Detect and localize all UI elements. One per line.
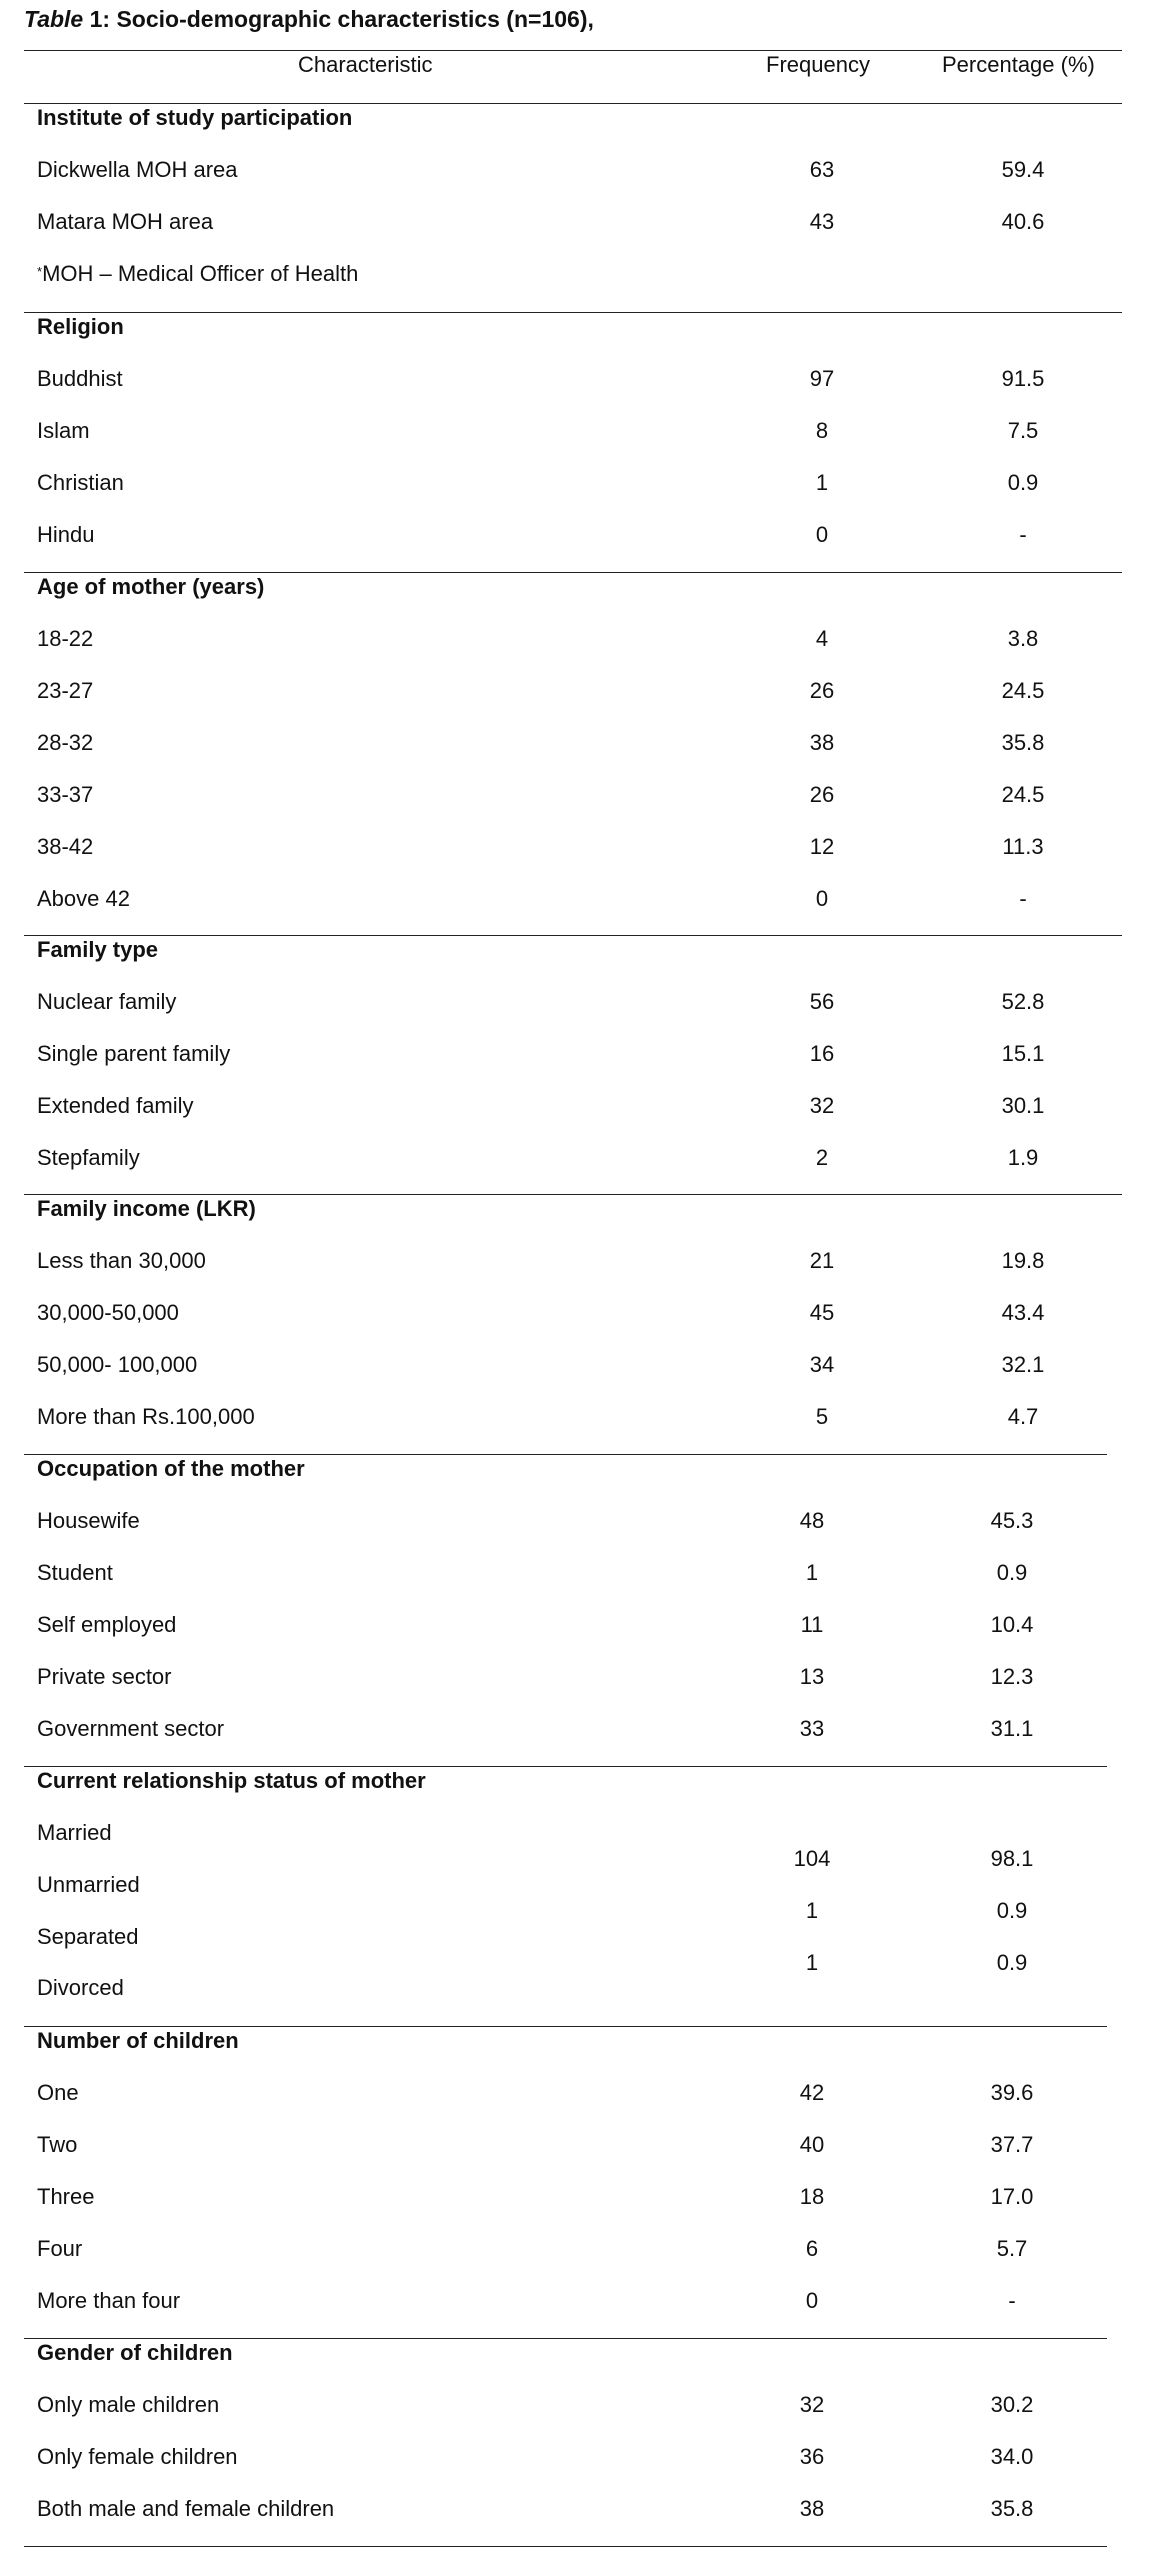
row-frequency: 104 bbox=[793, 1846, 831, 1871]
table-bottom-rule bbox=[24, 2546, 1107, 2547]
table-caption bbox=[24, 6, 594, 33]
row-percentage: 1.9 bbox=[1007, 1145, 1039, 1170]
row-percentage: 32.1 bbox=[1001, 1352, 1045, 1377]
row-frequency: 63 bbox=[809, 157, 835, 182]
row-frequency: 1 bbox=[815, 470, 829, 495]
row-percentage: 39.6 bbox=[990, 2080, 1034, 2105]
row-label: Stepfamily bbox=[37, 1145, 140, 1170]
section-divider bbox=[24, 1454, 1107, 1455]
header-bottom-rule bbox=[24, 103, 1122, 104]
row-label: Extended family bbox=[37, 1093, 194, 1118]
row-frequency: 1 bbox=[805, 1560, 819, 1585]
row-label: One bbox=[37, 2080, 79, 2105]
row-percentage: 98.1 bbox=[990, 1846, 1034, 1871]
row-frequency: 38 bbox=[809, 730, 835, 755]
section-title: Religion bbox=[37, 314, 124, 339]
row-percentage: 0.9 bbox=[996, 1950, 1028, 1975]
section-title: Occupation of the mother bbox=[37, 1456, 305, 1481]
row-frequency: 1 bbox=[805, 1950, 819, 1975]
row-percentage: 37.7 bbox=[990, 2132, 1034, 2157]
section-title: Institute of study participation bbox=[37, 105, 353, 130]
row-percentage: 12.3 bbox=[990, 1664, 1034, 1689]
row-frequency: 0 bbox=[815, 886, 829, 911]
row-percentage: 10.4 bbox=[990, 1612, 1034, 1637]
row-percentage: 3.8 bbox=[1007, 626, 1039, 651]
row-label: 33-37 bbox=[37, 782, 94, 807]
section-title: Current relationship status of mother bbox=[37, 1768, 426, 1793]
row-label: Two bbox=[37, 2132, 78, 2157]
row-label: More than four bbox=[37, 2288, 181, 2313]
section-divider bbox=[24, 2026, 1107, 2027]
row-frequency: 2 bbox=[815, 1145, 829, 1170]
row-percentage: 35.8 bbox=[990, 2496, 1034, 2521]
row-frequency: 43 bbox=[809, 209, 835, 234]
footnote bbox=[37, 261, 358, 287]
row-label: 28-32 bbox=[37, 730, 94, 755]
row-percentage: 4.7 bbox=[1007, 1404, 1039, 1429]
row-percentage: 11.3 bbox=[1002, 834, 1044, 859]
row-label: Above 42 bbox=[37, 886, 130, 911]
row-percentage: 0.9 bbox=[996, 1898, 1028, 1923]
row-frequency: 0 bbox=[815, 522, 829, 547]
row-percentage: 40.6 bbox=[1001, 209, 1045, 234]
section-divider bbox=[24, 312, 1122, 313]
row-percentage: 31.1 bbox=[990, 1716, 1034, 1741]
row-label: Nuclear family bbox=[37, 989, 177, 1014]
row-frequency: 97 bbox=[809, 366, 835, 391]
row-frequency: 56 bbox=[809, 989, 835, 1014]
row-frequency: 11 bbox=[800, 1612, 824, 1637]
row-label: 50,000- 100,000 bbox=[37, 1352, 198, 1377]
row-percentage: 0.9 bbox=[996, 1560, 1028, 1585]
row-frequency: 8 bbox=[815, 418, 829, 443]
header-percentage: Percentage (%) bbox=[942, 52, 1095, 77]
row-label: Divorced bbox=[37, 1975, 124, 2000]
row-percentage: 35.8 bbox=[1001, 730, 1045, 755]
caption-text: : Socio-demographic characteristics (n=106), bbox=[102, 6, 594, 32]
footnote-mark: * bbox=[37, 264, 43, 279]
section-divider bbox=[24, 2338, 1107, 2339]
row-frequency: 13 bbox=[799, 1664, 825, 1689]
row-label: Matara MOH area bbox=[37, 209, 214, 234]
section-divider bbox=[24, 935, 1122, 936]
row-frequency: 5 bbox=[815, 1404, 829, 1429]
row-percentage: 59.4 bbox=[1001, 157, 1045, 182]
caption-prefix: Table bbox=[24, 6, 84, 32]
row-percentage: 45.3 bbox=[990, 1508, 1034, 1533]
row-frequency: 33 bbox=[799, 1716, 825, 1741]
section-title: Number of children bbox=[37, 2028, 239, 2053]
row-label: Single parent family bbox=[37, 1041, 231, 1066]
row-frequency: 36 bbox=[799, 2444, 825, 2469]
section-divider bbox=[24, 1194, 1122, 1195]
header-characteristic: Characteristic bbox=[298, 52, 433, 77]
row-label: 38-42 bbox=[37, 834, 94, 859]
row-label: Dickwella MOH area bbox=[37, 157, 238, 182]
section-title: Family type bbox=[37, 937, 159, 962]
row-percentage: 0.9 bbox=[1007, 470, 1039, 495]
row-frequency: 42 bbox=[799, 2080, 825, 2105]
row-percentage: 5.7 bbox=[996, 2236, 1028, 2261]
caption-number: 1 bbox=[83, 6, 103, 32]
section-title: Gender of children bbox=[37, 2340, 233, 2365]
row-percentage: 30.2 bbox=[990, 2392, 1034, 2417]
row-label: Three bbox=[37, 2184, 95, 2209]
row-frequency: 40 bbox=[799, 2132, 825, 2157]
row-label: Married bbox=[37, 1820, 112, 1845]
row-frequency: 12 bbox=[809, 834, 835, 859]
row-frequency: 4 bbox=[815, 626, 829, 651]
row-label: Hindu bbox=[37, 522, 95, 547]
row-label: Housewife bbox=[37, 1508, 140, 1533]
row-frequency: 38 bbox=[799, 2496, 825, 2521]
row-label: 18-22 bbox=[37, 626, 94, 651]
row-percentage: 19.8 bbox=[1001, 1248, 1045, 1273]
row-label: 30,000-50,000 bbox=[37, 1300, 179, 1325]
row-percentage: 43.4 bbox=[1001, 1300, 1045, 1325]
row-label: Four bbox=[37, 2236, 83, 2261]
row-label: Separated bbox=[37, 1924, 139, 1949]
row-frequency: 0 bbox=[805, 2288, 819, 2313]
row-frequency: 26 bbox=[809, 782, 835, 807]
row-label: Islam bbox=[37, 418, 90, 443]
row-frequency: 21 bbox=[809, 1248, 835, 1273]
row-frequency: 48 bbox=[799, 1508, 825, 1533]
row-label: 23-27 bbox=[37, 678, 94, 703]
section-divider bbox=[24, 572, 1122, 573]
row-percentage: 24.5 bbox=[1001, 678, 1045, 703]
row-percentage: 52.8 bbox=[1001, 989, 1045, 1014]
row-label: Both male and female children bbox=[37, 2496, 335, 2521]
row-frequency: 45 bbox=[809, 1300, 835, 1325]
row-percentage: 17.0 bbox=[990, 2184, 1034, 2209]
row-label: Only male children bbox=[37, 2392, 220, 2417]
section-title: Family income (LKR) bbox=[37, 1196, 256, 1221]
row-label: Student bbox=[37, 1560, 113, 1585]
row-label: Government sector bbox=[37, 1716, 225, 1741]
row-frequency: 34 bbox=[809, 1352, 835, 1377]
row-label: Private sector bbox=[37, 1664, 172, 1689]
section-divider bbox=[24, 1766, 1107, 1767]
section-title: Age of mother (years) bbox=[37, 574, 265, 599]
table-top-rule bbox=[24, 50, 1122, 51]
row-percentage: 91.5 bbox=[1001, 366, 1045, 391]
row-percentage: 7.5 bbox=[1007, 418, 1039, 443]
row-label: More than Rs.100,000 bbox=[37, 1404, 255, 1429]
row-frequency: 6 bbox=[805, 2236, 819, 2261]
row-percentage: 24.5 bbox=[1001, 782, 1045, 807]
row-label: Less than 30,000 bbox=[37, 1248, 206, 1273]
row-label: Christian bbox=[37, 470, 124, 495]
row-frequency: 1 bbox=[805, 1898, 819, 1923]
row-frequency: 18 bbox=[799, 2184, 825, 2209]
row-percentage: 15.1 bbox=[1001, 1041, 1045, 1066]
row-label: Unmarried bbox=[37, 1872, 140, 1897]
row-frequency: 26 bbox=[809, 678, 835, 703]
row-label: Buddhist bbox=[37, 366, 123, 391]
row-percentage: 34.0 bbox=[990, 2444, 1034, 2469]
row-label: Only female children bbox=[37, 2444, 238, 2469]
footnote-text: MOH – Medical Officer of Health bbox=[42, 261, 359, 286]
row-percentage: 30.1 bbox=[1001, 1093, 1045, 1118]
row-percentage: - bbox=[1008, 2288, 1016, 2313]
row-percentage: - bbox=[1019, 886, 1027, 911]
header-frequency: Frequency bbox=[766, 52, 870, 77]
row-frequency: 16 bbox=[809, 1041, 835, 1066]
row-frequency: 32 bbox=[809, 1093, 835, 1118]
row-frequency: 32 bbox=[799, 2392, 825, 2417]
row-label: Self employed bbox=[37, 1612, 177, 1637]
row-percentage: - bbox=[1019, 522, 1027, 547]
